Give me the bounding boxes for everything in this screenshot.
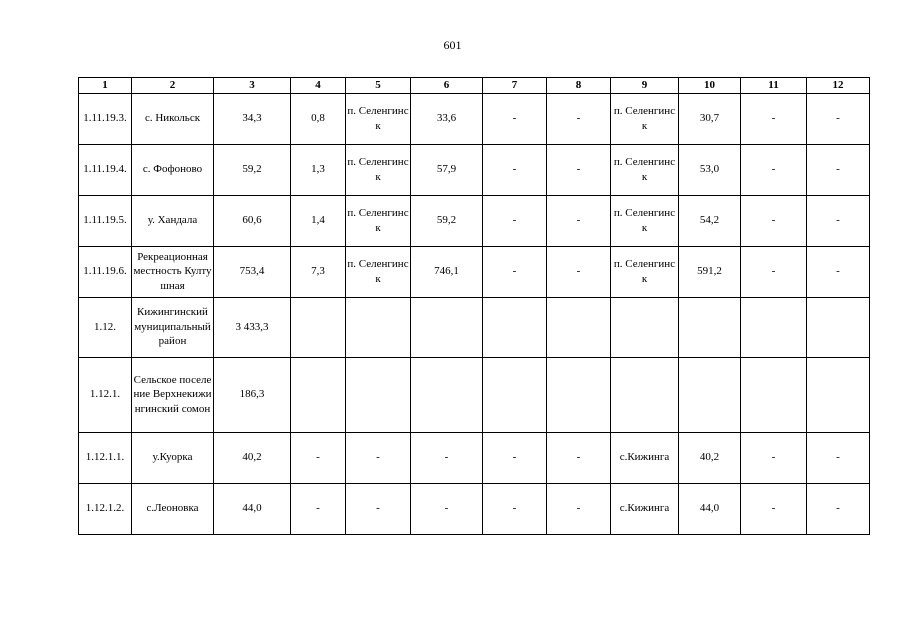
col4-cell: 1,3 bbox=[291, 144, 346, 195]
row-code-cell: 1.11.19.3. bbox=[79, 93, 132, 144]
col7-cell: - bbox=[483, 483, 547, 534]
col4-cell: - bbox=[291, 483, 346, 534]
col4-cell: 1,4 bbox=[291, 195, 346, 246]
col11-cell: - bbox=[741, 483, 807, 534]
col10-cell: 54,2 bbox=[679, 195, 741, 246]
col9-cell: с.Кижинга bbox=[611, 483, 679, 534]
row-code-cell: 1.11.19.6. bbox=[79, 246, 132, 297]
col6-cell: - bbox=[411, 483, 483, 534]
col10-cell: 44,0 bbox=[679, 483, 741, 534]
col6-cell: 746,1 bbox=[411, 246, 483, 297]
col12-cell bbox=[807, 297, 870, 357]
row-code-cell: 1.11.19.5. bbox=[79, 195, 132, 246]
col10-cell bbox=[679, 297, 741, 357]
col11-cell: - bbox=[741, 144, 807, 195]
table-row bbox=[79, 195, 870, 246]
col10-cell: 40,2 bbox=[679, 432, 741, 483]
table-row bbox=[79, 483, 870, 534]
name-cell: у. Хандала bbox=[132, 195, 214, 246]
column-header: 11 bbox=[741, 78, 807, 94]
col5-cell bbox=[346, 297, 411, 357]
col8-cell: - bbox=[547, 93, 611, 144]
col4-cell: 7,3 bbox=[291, 246, 346, 297]
col3-cell: 44,0 bbox=[214, 483, 291, 534]
col9-cell: п. Селенгинск bbox=[611, 93, 679, 144]
col4-cell bbox=[291, 297, 346, 357]
col5-cell: п. Селенгинск bbox=[346, 93, 411, 144]
col12-cell: - bbox=[807, 246, 870, 297]
row-code-cell: 1.12.1. bbox=[79, 357, 132, 432]
table-header-row bbox=[79, 78, 870, 94]
col3-cell: 186,3 bbox=[214, 357, 291, 432]
col4-cell bbox=[291, 357, 346, 432]
col12-cell: - bbox=[807, 483, 870, 534]
name-cell: с. Никольск bbox=[132, 93, 214, 144]
col5-cell: п. Селенгинск bbox=[346, 195, 411, 246]
col10-cell bbox=[679, 357, 741, 432]
col7-cell: - bbox=[483, 144, 547, 195]
col7-cell: - bbox=[483, 195, 547, 246]
col8-cell bbox=[547, 297, 611, 357]
name-cell: с.Леоновка bbox=[132, 483, 214, 534]
table-row bbox=[79, 297, 870, 357]
col8-cell: - bbox=[547, 246, 611, 297]
col3-cell: 60,6 bbox=[214, 195, 291, 246]
col9-cell: с.Кижинга bbox=[611, 432, 679, 483]
column-header: 3 bbox=[214, 78, 291, 94]
col7-cell bbox=[483, 297, 547, 357]
row-code-cell: 1.12.1.1. bbox=[79, 432, 132, 483]
col7-cell: - bbox=[483, 93, 547, 144]
col6-cell bbox=[411, 357, 483, 432]
col6-cell: 57,9 bbox=[411, 144, 483, 195]
col3-cell: 59,2 bbox=[214, 144, 291, 195]
column-header: 12 bbox=[807, 78, 870, 94]
column-header: 5 bbox=[346, 78, 411, 94]
data-table bbox=[78, 77, 870, 535]
col11-cell: - bbox=[741, 195, 807, 246]
col7-cell: - bbox=[483, 432, 547, 483]
col10-cell: 53,0 bbox=[679, 144, 741, 195]
col4-cell: - bbox=[291, 432, 346, 483]
row-code-cell: 1.12.1.2. bbox=[79, 483, 132, 534]
col8-cell: - bbox=[547, 432, 611, 483]
col9-cell: п. Селенгинск bbox=[611, 195, 679, 246]
col5-cell: п. Селенгинск bbox=[346, 144, 411, 195]
col7-cell: - bbox=[483, 246, 547, 297]
table-row bbox=[79, 93, 870, 144]
col3-cell: 34,3 bbox=[214, 93, 291, 144]
col6-cell: 59,2 bbox=[411, 195, 483, 246]
col12-cell: - bbox=[807, 195, 870, 246]
col11-cell: - bbox=[741, 246, 807, 297]
row-code-cell: 1.12. bbox=[79, 297, 132, 357]
col12-cell bbox=[807, 357, 870, 432]
col3-cell: 753,4 bbox=[214, 246, 291, 297]
col11-cell: - bbox=[741, 432, 807, 483]
col8-cell: - bbox=[547, 144, 611, 195]
col12-cell: - bbox=[807, 432, 870, 483]
table-row bbox=[79, 432, 870, 483]
col12-cell: - bbox=[807, 144, 870, 195]
col7-cell bbox=[483, 357, 547, 432]
col10-cell: 30,7 bbox=[679, 93, 741, 144]
row-code-cell: 1.11.19.4. bbox=[79, 144, 132, 195]
col6-cell bbox=[411, 297, 483, 357]
table-row bbox=[79, 144, 870, 195]
col5-cell: - bbox=[346, 432, 411, 483]
col8-cell: - bbox=[547, 195, 611, 246]
col5-cell bbox=[346, 357, 411, 432]
name-cell: Кижингинский муниципальный район bbox=[132, 297, 214, 357]
col6-cell: 33,6 bbox=[411, 93, 483, 144]
column-header: 7 bbox=[483, 78, 547, 94]
name-cell: Сельское поселение Верхнекижингинский сомон bbox=[132, 357, 214, 432]
name-cell: с. Фофоново bbox=[132, 144, 214, 195]
col9-cell: п. Селенгинск bbox=[611, 144, 679, 195]
col3-cell: 40,2 bbox=[214, 432, 291, 483]
col11-cell bbox=[741, 297, 807, 357]
col4-cell: 0,8 bbox=[291, 93, 346, 144]
table-body bbox=[79, 93, 870, 534]
column-header: 2 bbox=[132, 78, 214, 94]
table-row bbox=[79, 357, 870, 432]
col9-cell bbox=[611, 357, 679, 432]
table-row bbox=[79, 246, 870, 297]
col5-cell: - bbox=[346, 483, 411, 534]
col8-cell: - bbox=[547, 483, 611, 534]
col9-cell bbox=[611, 297, 679, 357]
col5-cell: п. Селенгинск bbox=[346, 246, 411, 297]
col12-cell: - bbox=[807, 93, 870, 144]
column-header: 9 bbox=[611, 78, 679, 94]
name-cell: у.Куорка bbox=[132, 432, 214, 483]
col3-cell: 3 433,3 bbox=[214, 297, 291, 357]
column-header: 10 bbox=[679, 78, 741, 94]
column-header: 8 bbox=[547, 78, 611, 94]
column-header: 6 bbox=[411, 78, 483, 94]
page-number: 601 bbox=[443, 38, 462, 52]
col10-cell: 591,2 bbox=[679, 246, 741, 297]
name-cell: Рекреационная местность Култушная bbox=[132, 246, 214, 297]
col11-cell: - bbox=[741, 93, 807, 144]
column-header: 1 bbox=[79, 78, 132, 94]
col6-cell: - bbox=[411, 432, 483, 483]
column-header: 4 bbox=[291, 78, 346, 94]
col9-cell: п. Селенгинск bbox=[611, 246, 679, 297]
col8-cell bbox=[547, 357, 611, 432]
col11-cell bbox=[741, 357, 807, 432]
